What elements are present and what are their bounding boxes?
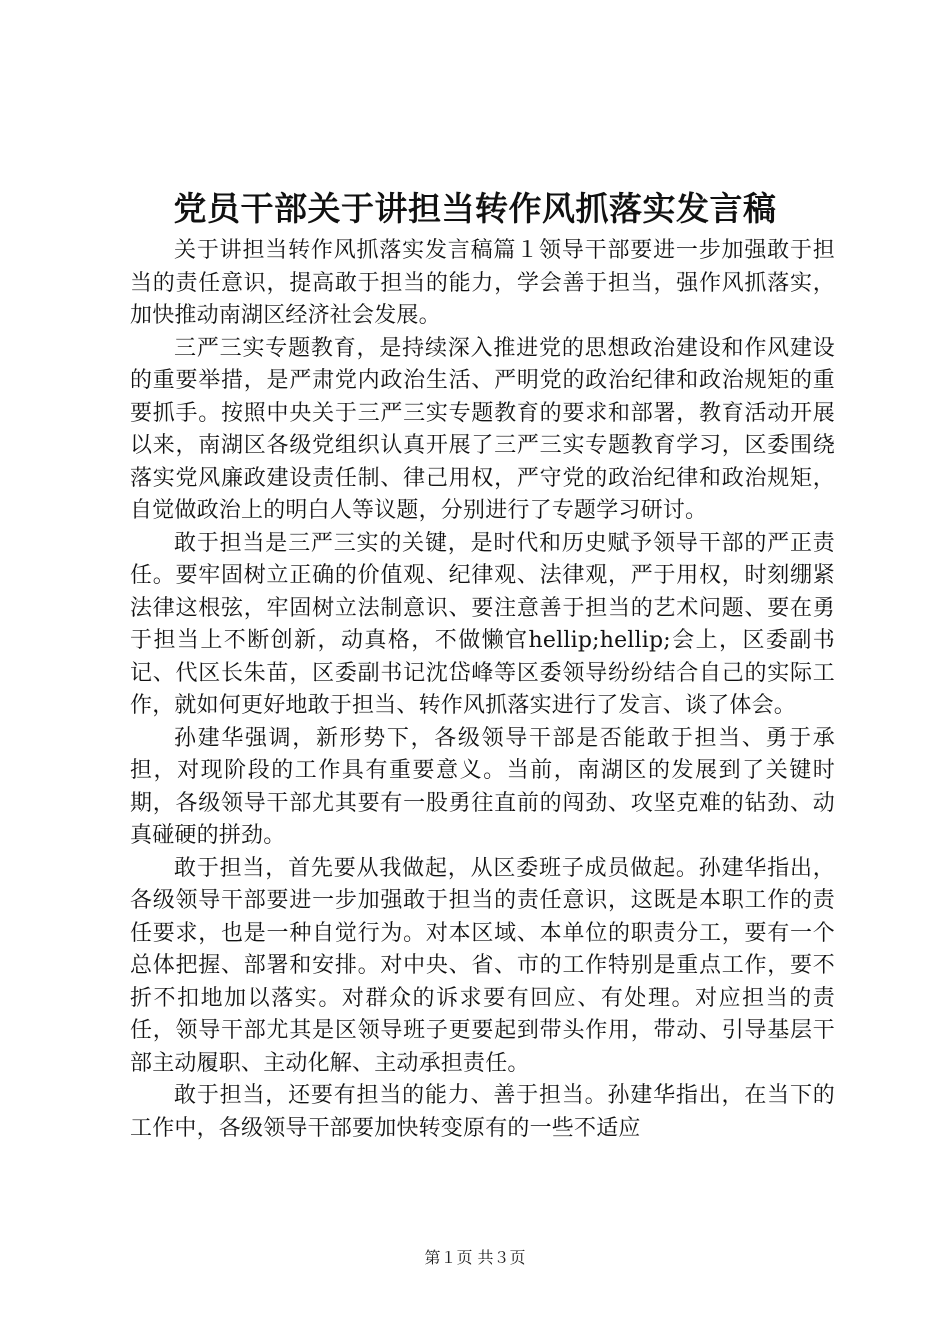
paragraph: 三严三实专题教育，是持续深入推进党的思想政治建设和作风建设的重要举措，是严肃党内政治生活、严明党的政治纪律和政治规矩的重要抓手。按照中央关于三严三实专题教育的要求和部署，教育活动开展以来，南湖区各级党组织认真开展了三严三实专题教育学习，区委围绕落实党风廉政建设责任制、律己用权，严守党的政治纪律和政治规矩，自觉做政治上的明白人等议题，分别进行了专题学习研讨。 bbox=[130, 335, 835, 523]
paragraph: 敢于担当，首先要从我做起，从区委班子成员做起。孙建华指出，各级领导干部要进一步加强敢于担当的责任意识，这既是本职工作的责任要求，也是一种自觉行为。对本区域、本单位的职责分工，要有一个总体把握、部署和安排。对中央、省、市的工作特别是重点工作，要不折不扣地加以落实。对群众的诉求要有回应、有处理。对应担当的责任，领导干部尤其是区领导班子更要起到带头作用，带动、引导基层干部主动履职、主动化解、主动承担责任。 bbox=[130, 855, 835, 1076]
document-body bbox=[130, 235, 835, 1145]
paragraph: 关于讲担当转作风抓落实发言稿篇１领导干部要进一步加强敢于担当的责任意识，提高敢于担当的能力，学会善于担当，强作风抓落实，加快推动南湖区经济社会发展。 bbox=[130, 238, 835, 328]
document-title: 党员干部关于讲担当转作风抓落实发言稿 bbox=[173, 189, 777, 228]
paragraph: 敢于担当，还要有担当的能力、善于担当。孙建华指出，在当下的工作中，各级领导干部要加快转变原有的一些不适应 bbox=[130, 1083, 835, 1141]
page-footer: 第１页 共３页 bbox=[424, 1248, 526, 1267]
paragraph: 孙建华强调，新形势下，各级领导干部是否能敢于担当、勇于承担，对现阶段的工作具有重要意义。当前，南湖区的发展到了关键时期，各级领导干部尤其要有一股勇往直前的闯劲、攻坚克难的钻劲、动真碰硬的拼劲。 bbox=[130, 725, 835, 848]
paragraph: 敢于担当是三严三实的关键，是时代和历史赋予领导干部的严正责任。要牢固树立正确的价值观、纪律观、法律观，严于用权，时刻绷紧法律这根弦，牢固树立法制意识、要注意善于担当的艺术问题、要在勇于担当上不断创新，动真格，不做懒官hellip;hellip;会上，区委副书记、代区长朱苗，区委副书记沈岱峰等区委领导纷纷结合自己的实际工作，就如何更好地敢于担当、转作风抓落实进行了发言、谈了体会。 bbox=[130, 530, 835, 718]
